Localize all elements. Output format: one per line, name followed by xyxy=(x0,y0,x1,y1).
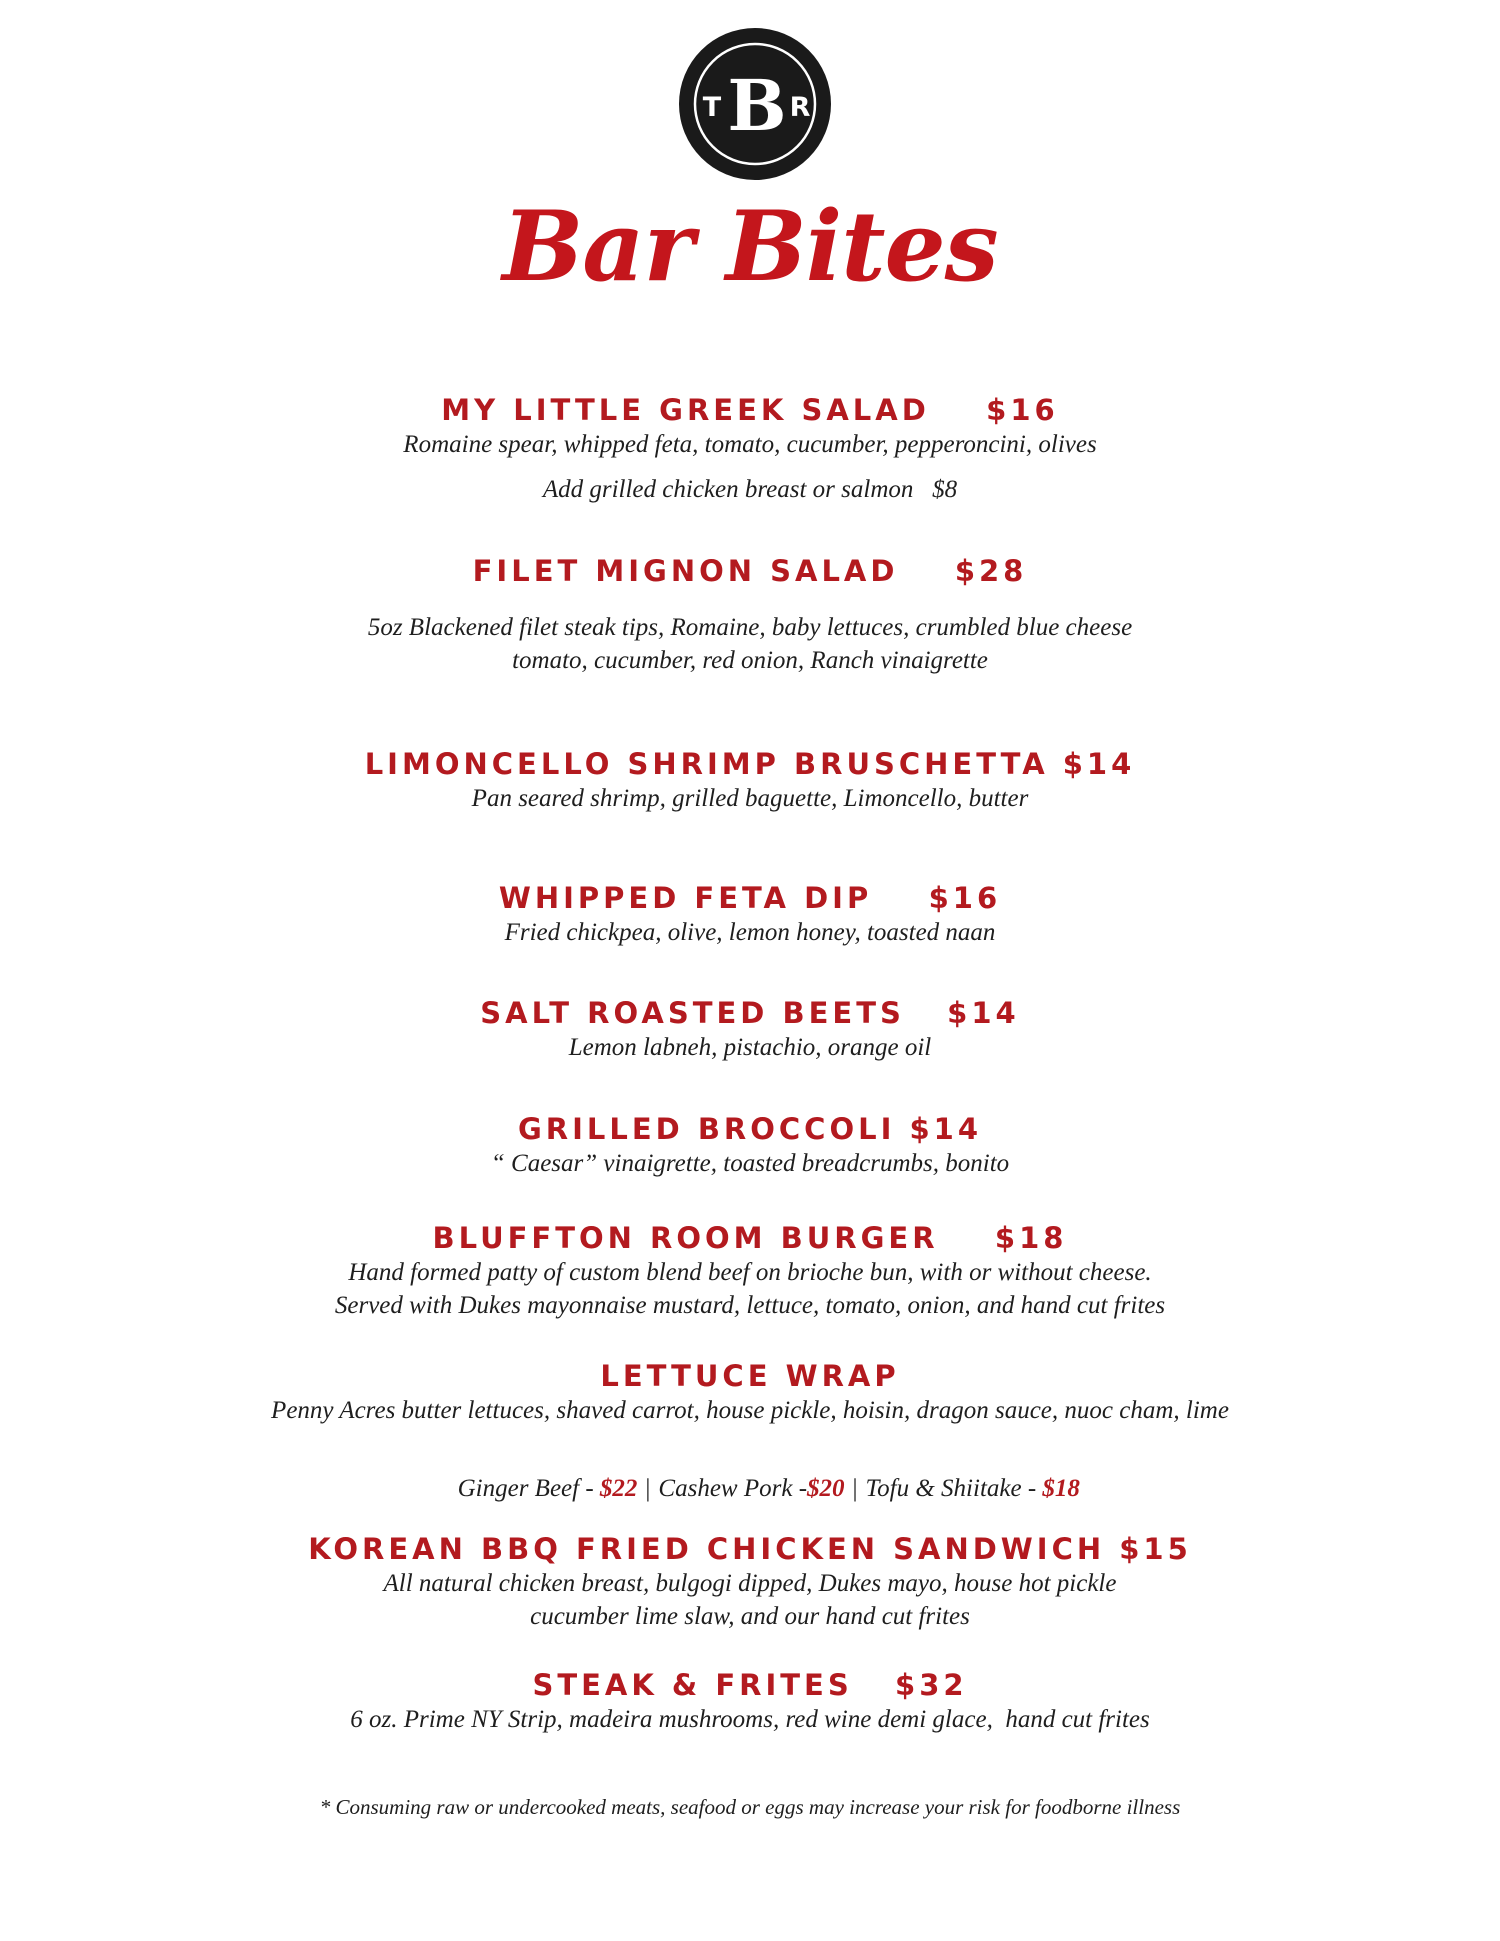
menu-item-greek-salad xyxy=(0,392,1500,506)
item-name: STEAK & FRITES $32 xyxy=(532,1668,968,1702)
option-label: Ginger Beef - xyxy=(457,1475,600,1502)
item-name: KOREAN BBQ FRIED CHICKEN SANDWICH $15 xyxy=(308,1532,1192,1566)
menu-item-lettuce-wrap xyxy=(0,1358,1500,1538)
item-description: Penny Acres butter lettuces, shaved carrot, house pickle, hoisin, dragon sauce, nuoc cham, lime xyxy=(271,1397,1229,1424)
menu-item-filet-mignon-salad xyxy=(0,553,1500,677)
item-options xyxy=(0,1439,1500,1538)
option-label: Cashew Pork - xyxy=(658,1475,808,1502)
item-description: 5oz Blackened filet steak tips, Romaine, baby lettuces, crumbled blue cheese xyxy=(367,614,1133,641)
item-description: Served with Dukes mayonnaise mustard, lettuce, tomato, onion, and hand cut frites xyxy=(334,1292,1166,1319)
item-addon: Add grilled chicken breast or salmon $8 xyxy=(542,476,958,503)
item-description: 6 oz. Prime NY Strip, madeira mushrooms, red wine demi glace, hand cut frites xyxy=(350,1706,1150,1733)
item-name: LETTUCE WRAP xyxy=(600,1359,900,1393)
item-description: cucumber lime slaw, and our hand cut frites xyxy=(530,1603,970,1630)
item-description: tomato, cucumber, red onion, Ranch vinaigrette xyxy=(512,647,988,674)
item-description: All natural chicken breast, bulgogi dipped, Dukes mayo, house hot pickle xyxy=(383,1570,1117,1597)
tbr-logo xyxy=(677,26,833,182)
logo-letter-t: T xyxy=(702,92,722,123)
menu-item-limoncello-shrimp xyxy=(0,746,1500,815)
item-description: Lemon labneh, pistachio, orange oil xyxy=(568,1034,932,1061)
option-price: $18 xyxy=(1042,1475,1080,1502)
menu-title: Bar Bites xyxy=(502,190,998,303)
item-description: Pan seared shrimp, grilled baguette, Limoncello, butter xyxy=(471,785,1029,812)
menu-item-grilled-broccoli xyxy=(0,1111,1500,1180)
item-name: MY LITTLE GREEK SALAD $16 xyxy=(441,393,1059,427)
item-name: WHIPPED FETA DIP $16 xyxy=(498,881,1002,915)
menu-item-whipped-feta-dip xyxy=(0,880,1500,949)
logo-letter-r: R xyxy=(789,92,811,123)
item-description: “ Caesar” vinaigrette, toasted breadcrumbs, bonito xyxy=(490,1150,1010,1177)
item-name: GRILLED BROCCOLI $14 xyxy=(517,1112,983,1146)
item-name: LIMONCELLO SHRIMP BRUSCHETTA $14 xyxy=(364,747,1136,781)
item-name: SALT ROASTED BEETS $14 xyxy=(480,996,1020,1030)
menu-item-salt-roasted-beets xyxy=(0,995,1500,1064)
menu-item-bluffton-room-burger xyxy=(0,1220,1500,1322)
item-name: BLUFFTON ROOM BURGER $18 xyxy=(432,1221,1068,1255)
option-separator: | xyxy=(852,1475,858,1502)
menu-item-korean-bbq-chicken-sandwich xyxy=(0,1531,1500,1633)
option-price: $20 xyxy=(807,1475,845,1502)
option-label: Tofu & Shiitake - xyxy=(865,1475,1043,1502)
item-description: Romaine spear, whipped feta, tomato, cucumber, pepperoncini, olives xyxy=(403,431,1097,458)
item-description: Fried chickpea, olive, lemon honey, toasted naan xyxy=(504,919,996,946)
menu-item-steak-frites xyxy=(0,1667,1500,1736)
allergy-footnote: * Consuming raw or undercooked meats, seafood or eggs may increase your risk for foodborne illness xyxy=(319,1795,1181,1819)
item-description: Hand formed patty of custom blend beef on brioche bun, with or without cheese. xyxy=(348,1259,1152,1286)
item-name: FILET MIGNON SALAD $28 xyxy=(472,554,1028,588)
logo-letter-b: B xyxy=(727,64,787,147)
option-separator: | xyxy=(645,1475,651,1502)
option-price: $22 xyxy=(599,1475,638,1502)
